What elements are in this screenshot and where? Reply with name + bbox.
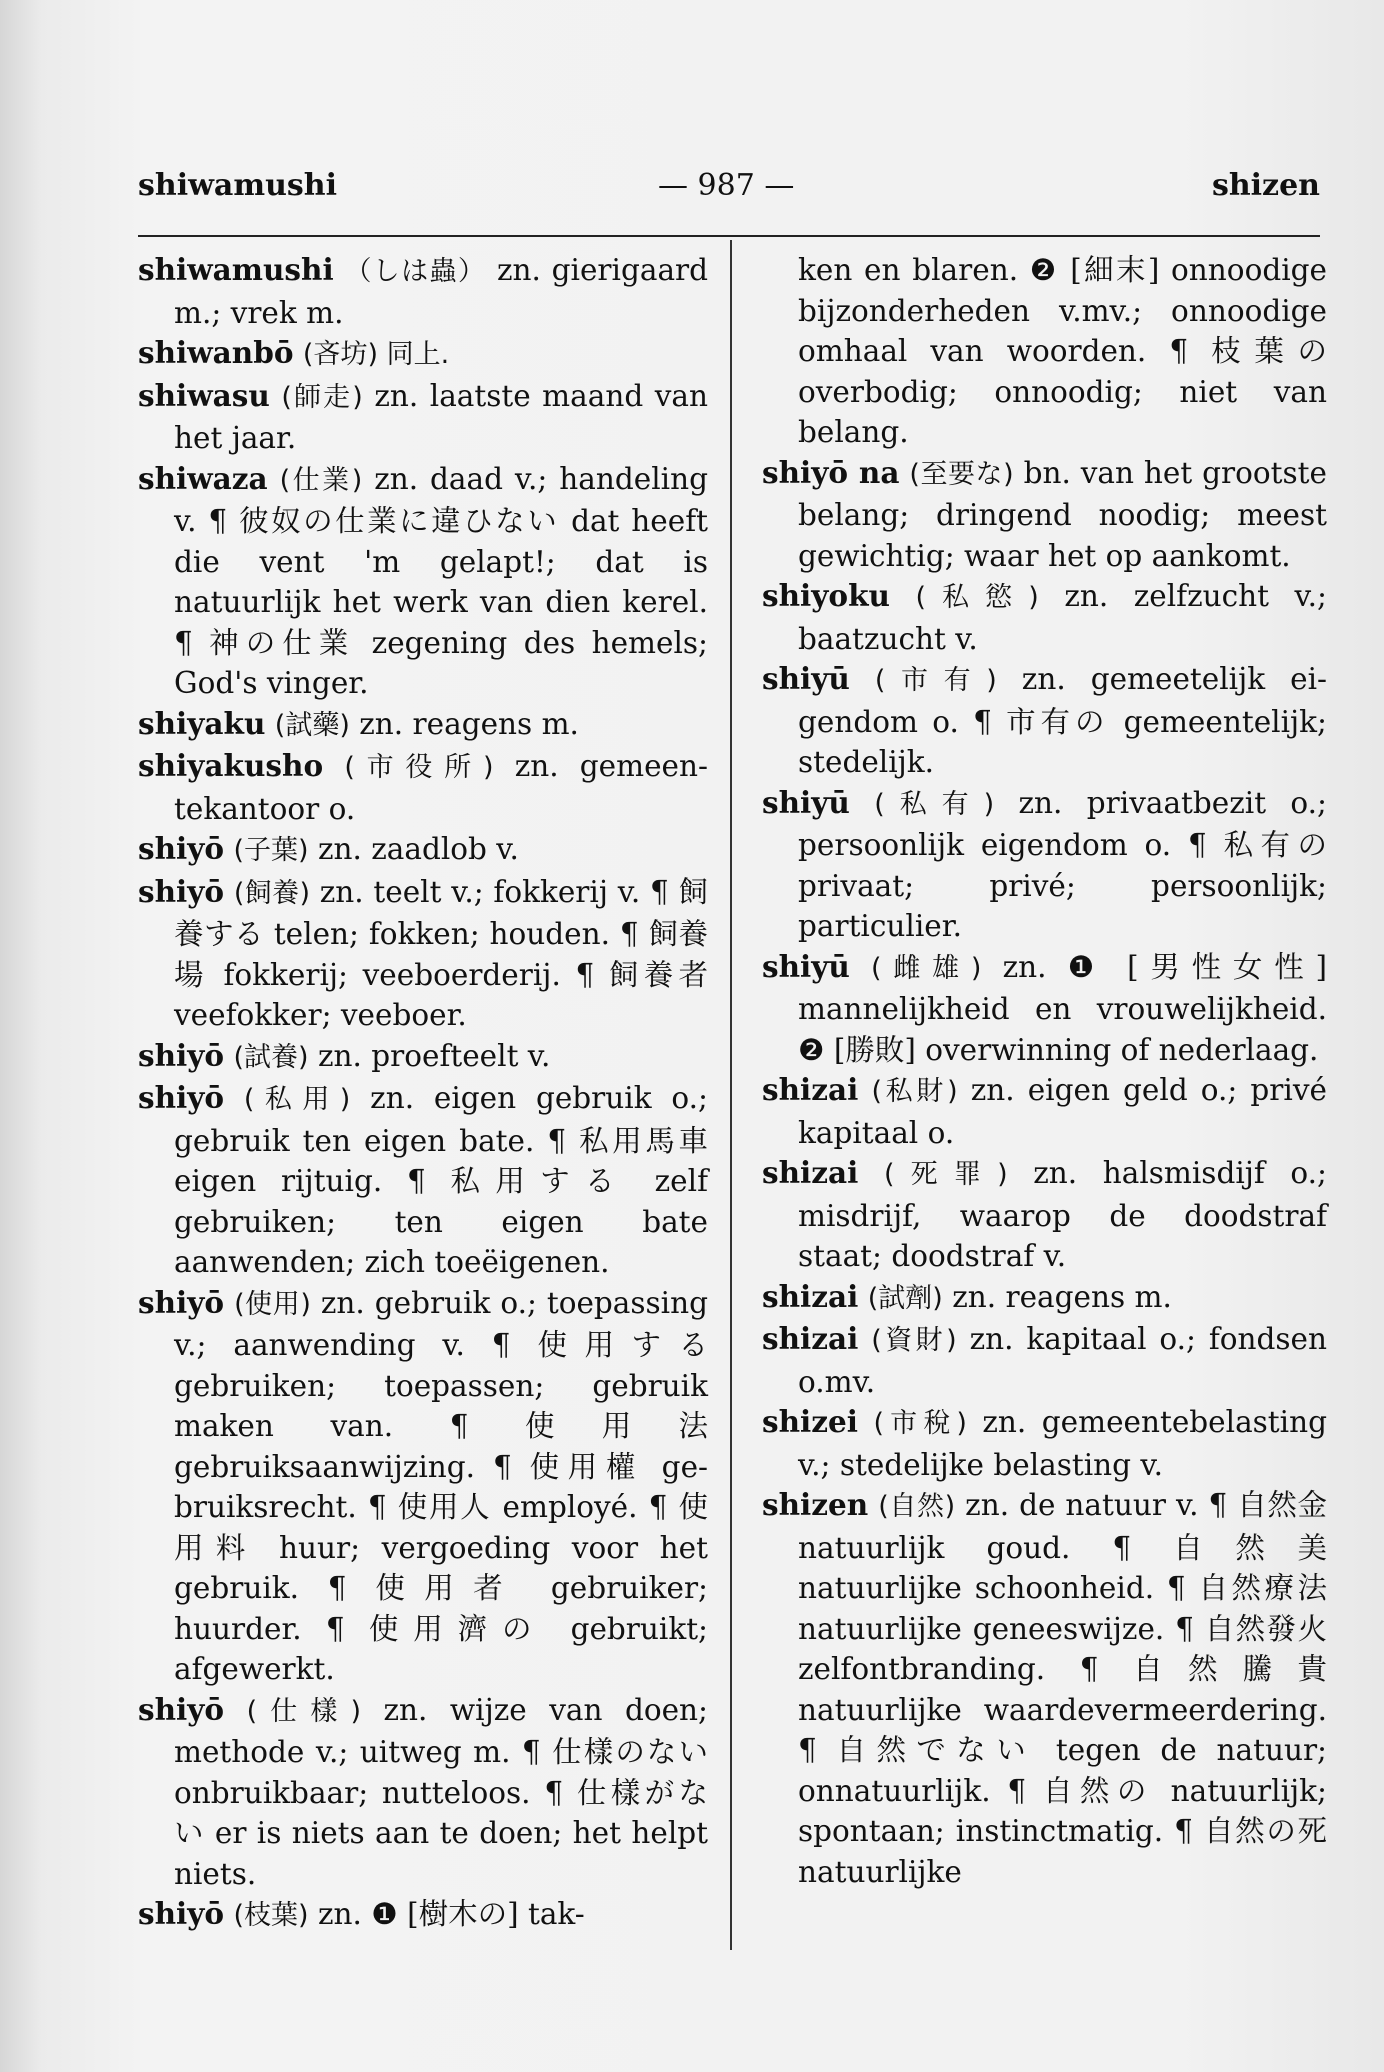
dictionary-entry [762, 947, 1327, 1071]
entry-definition: bn. van het grootste belang; dringend noodig; meest gewichtig; waar het op aankomt. [798, 455, 1327, 573]
dictionary-entry [138, 333, 708, 376]
entry-definition: zn. proefteelt v. [317, 1038, 551, 1073]
dictionary-entry [138, 376, 708, 459]
entry-kanji: (市有) [874, 665, 997, 696]
entry-kanji: （しは蟲） [344, 256, 487, 287]
entry-headword: shizei [762, 1404, 858, 1439]
entry-definition: zn. gebruik o.; toepassing v.; aanwending v. ¶ 使用する gebruiken; toepassen; gebruik maken van. ¶ 使用法 gebruiksaanwijzing. ¶ 使用權 gebruiksrecht. ¶ 使用人 employé. ¶ 使用料 huur; vergoeding voor het gebruik. ¶ 使用者 gebruiker; huurder. ¶ 使用濟の gebruikt; afgewerkt. [174, 1285, 708, 1686]
entry-headword: shizai [762, 1155, 859, 1190]
dictionary-entry [138, 459, 708, 704]
dictionary-entry [762, 783, 1327, 947]
entry-headword: shiwanbō [138, 335, 294, 370]
column-divider [730, 240, 732, 1950]
entry-kanji: (雌雄) [871, 952, 982, 984]
entry-headword: shiyō [138, 1896, 225, 1931]
entry-kanji: (市役所) [344, 752, 494, 783]
entry-definition: zn. teelt v.; fokkerij v. ¶ 飼養する telen; fokken; houden. ¶ 飼養場 fokkerij; veeboerderij. ¶ 飼養者 veefokker; veeboer. [174, 874, 709, 1032]
entry-headword: shiyoku [762, 578, 890, 613]
entry-headword: shiwaza [138, 460, 268, 496]
left-column [138, 250, 708, 1937]
entry-headword: shiyō [138, 873, 225, 909]
dictionary-entry [138, 250, 708, 333]
entry-kanji: (死罪) [883, 1159, 1008, 1190]
entry-kanji: (飼養) [233, 877, 310, 909]
entry-definition: zn. eigen gebruik o.; gebruik ten eigen bate. ¶ 私用馬車 eigen rijtuig. ¶ 私用する zelf gebruiken; ten eigen bate aanwenden; zich toeëigenen. [174, 1081, 708, 1279]
entry-kanji: (資財) [871, 1325, 957, 1356]
entry-headword: shiyakusho [138, 748, 324, 783]
entry-definition: zn. daad v.; handeling v. ¶ 彼奴の仕業に違ひない dat heeft die vent 'm gelapt!; dat is natuurlijk het werk van dien kerel. ¶ 神の仕業 zegening des hemels; God's vinger. [174, 461, 708, 700]
entry-definition: zn. gemeetelijk eigendom o. ¶ 市有の gemeentelijk; stedelijk. [798, 662, 1327, 779]
entry-definition: zn. kapitaal o.; fondsen o.mv. [798, 1322, 1327, 1399]
entry-definition: zn. wijze van doen; methode v.; uitweg m. ¶ 仕樣のない onbruikbaar; nutteloos. ¶ 仕樣がない er is niets aan te doen; het helpt niets. [174, 1692, 708, 1891]
header-first-guide-word: shiwamushi [138, 168, 338, 203]
dictionary-entry [138, 1283, 708, 1690]
entry-kanji: (私財) [871, 1076, 958, 1107]
entry-definition: zn. ❶ [樹木の] tak- [317, 1897, 585, 1931]
entry-definition: zn. ❶ [男性女性] mannelijkheid en vrouwelijkheid. ❷ [勝敗] overwinning of nederlaag. [798, 949, 1328, 1067]
dictionary-entry [138, 1078, 708, 1283]
entry-kanji: (試藥) [274, 709, 350, 741]
entry-headword: shiyō [138, 1691, 225, 1727]
entry-kanji: (私有) [874, 788, 995, 820]
entry-kanji: (自然) [878, 1491, 956, 1522]
entry-definition: zn. de natuur v. ¶ 自然金 natuurlijk goud. ¶ 自然美 natuurlijke schoonheid. ¶ 自然療法 natuurlijke geneeswijze. ¶ 自然發火 zelfontbranding. ¶ 自然騰貴 natuurlijke waardevermeerdering. ¶ 自然でない tegen de natuur; onnatuurlijk. ¶ 自然の natuurlijk; spontaan; instinctmatig. ¶ 自然の死 natuurlijke [798, 1488, 1327, 1889]
dictionary-entry [138, 746, 708, 829]
entry-kanji: (吝坊) 同上. [302, 339, 450, 370]
dictionary-entry [762, 453, 1327, 577]
entry-definition: zn. halsmisdijf o.; misdrijf, waarop de doodstraf staat; doodstraf v. [798, 1156, 1327, 1273]
dictionary-entry [762, 659, 1327, 783]
entry-definition: zn. eigen geld o.; privé kapitaal o. [798, 1073, 1327, 1150]
entry-continuation [762, 250, 1327, 453]
entry-definition: zn. laatste maand van het jaar. [174, 378, 708, 455]
entry-headword: shiwasu [138, 377, 270, 413]
dictionary-entry [138, 1894, 708, 1937]
entry-headword: shiyō [138, 1080, 225, 1115]
entry-headword: shizai [762, 1072, 859, 1107]
entry-definition: zn. gierigaard m.; vrek m. [174, 253, 709, 330]
dictionary-entry [138, 1690, 708, 1895]
dictionary-entry [762, 1319, 1327, 1402]
page-header [138, 168, 1320, 208]
entry-headword: shiyaku [138, 705, 266, 741]
entry-definition: zn. gemeentekantoor o. [174, 749, 708, 826]
dictionary-entry [138, 704, 708, 747]
entry-headword: shizai [762, 1278, 859, 1314]
entry-definition: zn. reagens m. [359, 706, 579, 741]
entry-kanji: (至要な) [909, 458, 1014, 490]
entry-headword: shiyō [138, 1284, 225, 1320]
dictionary-entry [762, 1485, 1327, 1892]
dictionary-entry [762, 1153, 1327, 1277]
right-column [762, 250, 1327, 1892]
entry-definition: zn. reagens m. [952, 1279, 1172, 1314]
entry-headword: shizen [762, 1487, 869, 1522]
dictionary-entry [762, 1070, 1327, 1153]
entry-kanji: (仕樣) [246, 1695, 361, 1727]
page-number: — 987 — [658, 168, 795, 203]
entry-definition: zn. zaadlob v. [317, 832, 519, 866]
entry-kanji: (私慾) [915, 582, 1039, 613]
dictionary-entry [762, 576, 1327, 659]
entry-definition: zn. gemeentebelasting v.; stedelijke belasting v. [798, 1405, 1327, 1482]
entry-kanji: (師走) [281, 381, 363, 413]
entry-kanji: (枝葉) [233, 1900, 309, 1931]
header-rule [138, 235, 1320, 237]
header-last-guide-word: shizen [1211, 168, 1320, 203]
entry-kanji: (子葉) [233, 835, 309, 866]
entry-kanji: (仕業) [279, 464, 363, 496]
entry-kanji: (使用) [234, 1288, 311, 1320]
entry-headword: shiyō [138, 1037, 225, 1073]
entry-headword: shiyō [138, 831, 225, 866]
dictionary-entry [138, 829, 708, 872]
dictionary-entry [762, 1402, 1327, 1485]
entry-headword: shiwamushi [138, 252, 334, 287]
entry-kanji: (私用) [243, 1084, 351, 1115]
entry-kanji: (試劑) [867, 1282, 943, 1314]
dictionary-entry [138, 872, 708, 1036]
dictionary-entry [138, 1036, 708, 1079]
entry-headword: shiyū [762, 784, 850, 820]
entry-kanji: (試養) [233, 1041, 309, 1073]
entry-headword: shizai [762, 1321, 859, 1356]
entry-headword: shiyō na [762, 454, 900, 490]
entry-headword: shiyū [762, 661, 850, 696]
entry-definition: zn. privaatbezit o.; persoonlijk eigendom o. ¶ 私有の privaat; privé; persoonlijk; particulier. [798, 785, 1327, 943]
entry-headword: shiyū [762, 948, 850, 984]
entry-definition: zn. zelfzucht v.; baatzucht v. [798, 579, 1327, 656]
entry-kanji: (市稅) [873, 1408, 967, 1439]
dictionary-entry [762, 1277, 1327, 1320]
entry-definition: ken en blaren. ❷ [細末] onnoodige bijzonderheden v.mv.; onnoodige omhaal van woorden. ¶ 枝葉の overbodig; onnoodig; niet van belang. [798, 253, 1327, 449]
